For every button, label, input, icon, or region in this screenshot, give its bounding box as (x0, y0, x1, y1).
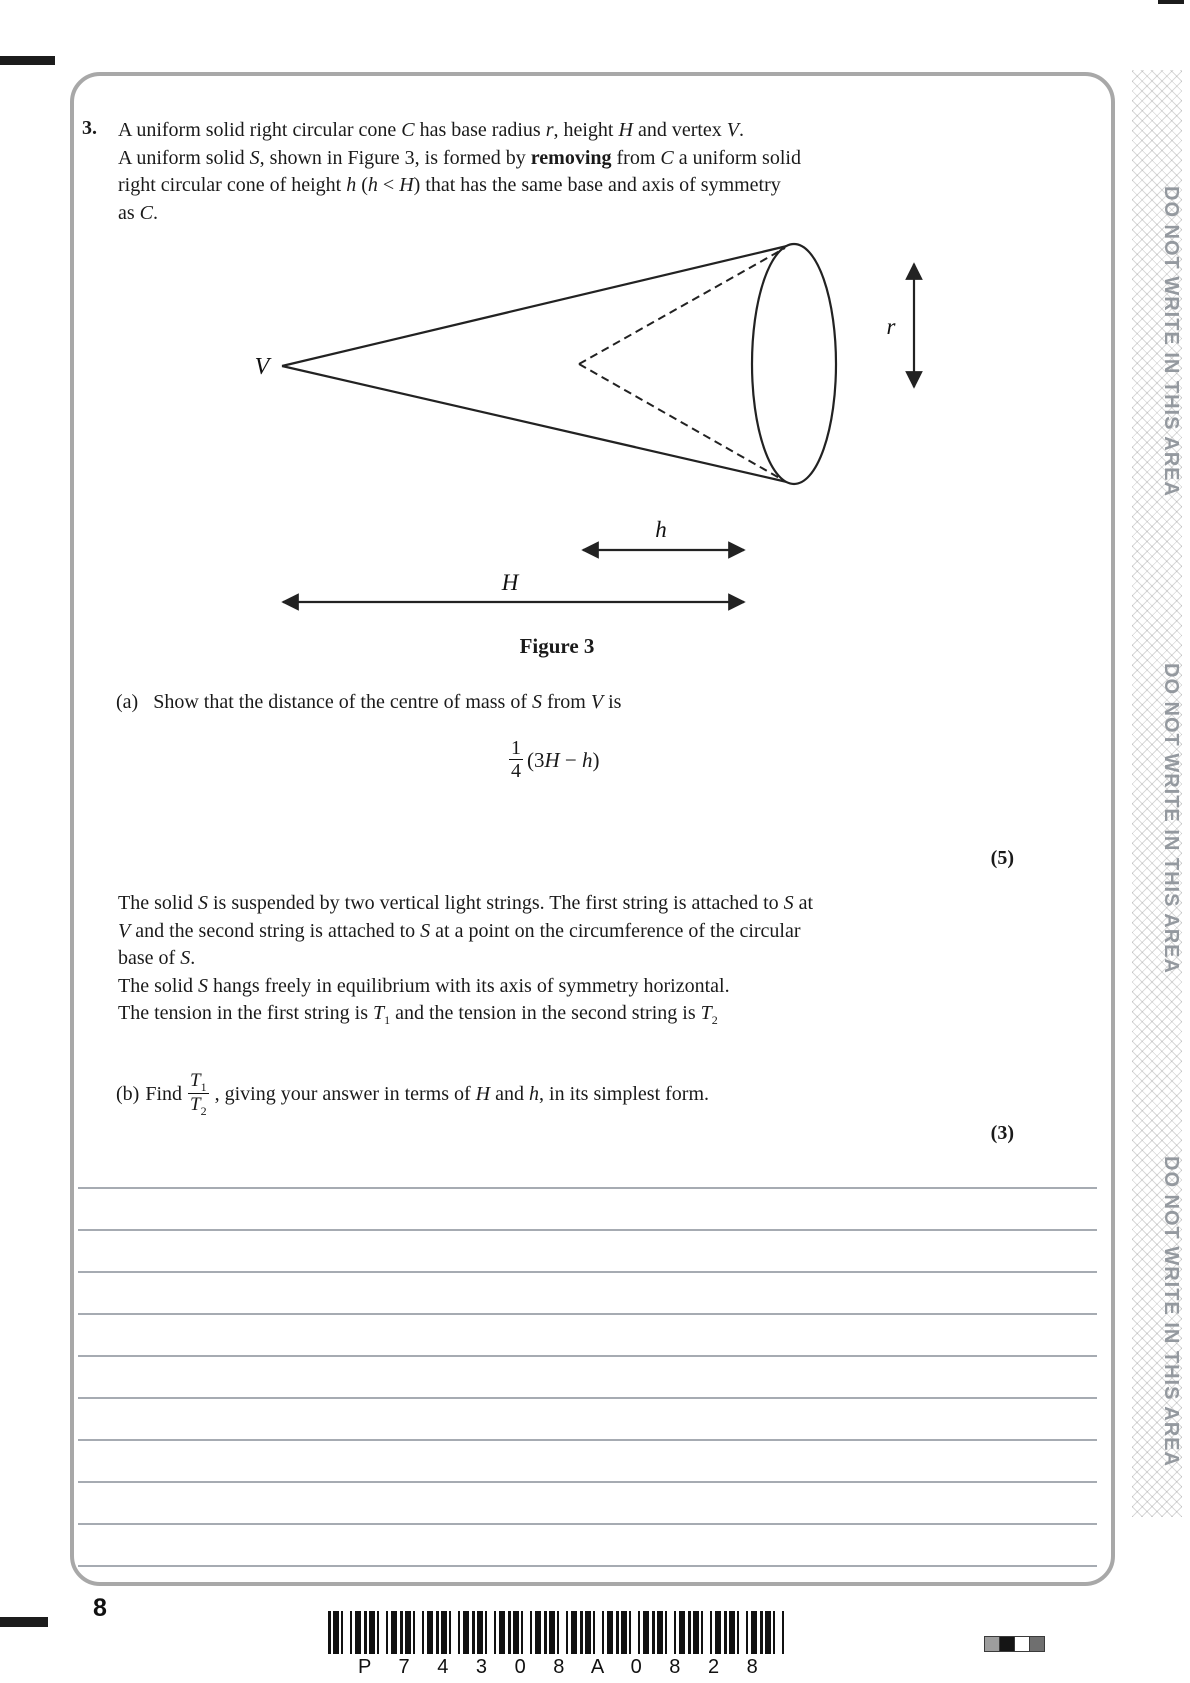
answer-line (78, 1189, 1097, 1231)
answer-line (78, 1357, 1097, 1399)
part-a-prompt: Show that the distance of the centre of mass of S from V is (153, 691, 622, 713)
part-b-row (116, 1061, 709, 1127)
answer-lines (78, 1147, 1097, 1567)
figure-caption: Figure 3 (519, 634, 595, 658)
answer-line (78, 1315, 1097, 1357)
figure-cone-diagram (234, 234, 964, 624)
part-a-marks: (5) (990, 847, 1014, 869)
cone-lower-edge (282, 366, 787, 482)
answer-line (78, 1231, 1097, 1273)
formula-expression: (3H − h) (527, 747, 600, 772)
suspension-paragraph: The solid S is suspended by two vertical light strings. The first string is attached to S at V and the second string is attached to S at a point on the circumference of the circular base of S. The solid S hangs freely in equilibrium with its axis of symmetry horizontal. The tension in the first string is $T_1$ and the tension in the second string is $T_2$ (118, 892, 814, 1027)
radius-label: r (886, 314, 896, 339)
part-b-label: (b) (116, 1082, 140, 1105)
print-mark-top-right (1158, 0, 1184, 4)
print-mark-bottom-left (0, 1617, 48, 1627)
do-not-write-text: DO NOT WRITE IN THIS AREA (1160, 1156, 1182, 1467)
do-not-write-margin (1132, 70, 1182, 1517)
do-not-write-text: DO NOT WRITE IN THIS AREA (1160, 663, 1182, 974)
answer-line (78, 1441, 1097, 1483)
part-b-marks: (3) (990, 1122, 1014, 1144)
color-square-darkgray (1029, 1636, 1045, 1652)
print-mark-top-left (0, 56, 55, 65)
H-label: H (501, 570, 519, 595)
color-square-white (1014, 1636, 1030, 1652)
registration-color-squares (984, 1636, 1044, 1652)
tension-ratio-fraction: $\frac{T_1}{T_2}$ (190, 1069, 207, 1118)
answer-line (78, 1147, 1097, 1189)
vertex-label: V (254, 354, 270, 380)
cone-upper-edge (282, 246, 787, 366)
barcode (328, 1611, 785, 1654)
answer-line (78, 1273, 1097, 1315)
part-a-label: (a) (116, 691, 139, 713)
h-label: h (655, 517, 667, 542)
color-square-gray (984, 1636, 1000, 1652)
answer-line (78, 1399, 1097, 1441)
cone-base-ellipse (752, 244, 836, 484)
one-quarter-fraction: $\frac{1}{4}$ (511, 737, 521, 782)
question-intro: A uniform solid right circular cone C has base radius r, height H and vertex V. A uniform solid S, shown in Figure 3, is formed by removing from C a uniform solid right circular cone of height h (h < H) that has the same base and axis of symmetry as C. (118, 119, 801, 224)
part-b-find: Find (145, 1082, 183, 1105)
do-not-write-text: DO NOT WRITE IN THIS AREA (1160, 186, 1182, 497)
color-square-black (999, 1636, 1015, 1652)
part-b-prompt: , giving your answer in terms of H and h, in its simplest form. (214, 1082, 710, 1105)
barcode-text: P 7 4 3 0 8 A 0 8 2 8 (358, 1656, 758, 1678)
question-number: 3. (82, 117, 97, 139)
part-a-formula (509, 738, 600, 782)
page-number: 8 (93, 1594, 107, 1622)
answer-line (78, 1483, 1097, 1525)
answer-line (78, 1525, 1097, 1567)
question-box (70, 72, 1115, 1586)
part-a-row (116, 689, 621, 717)
